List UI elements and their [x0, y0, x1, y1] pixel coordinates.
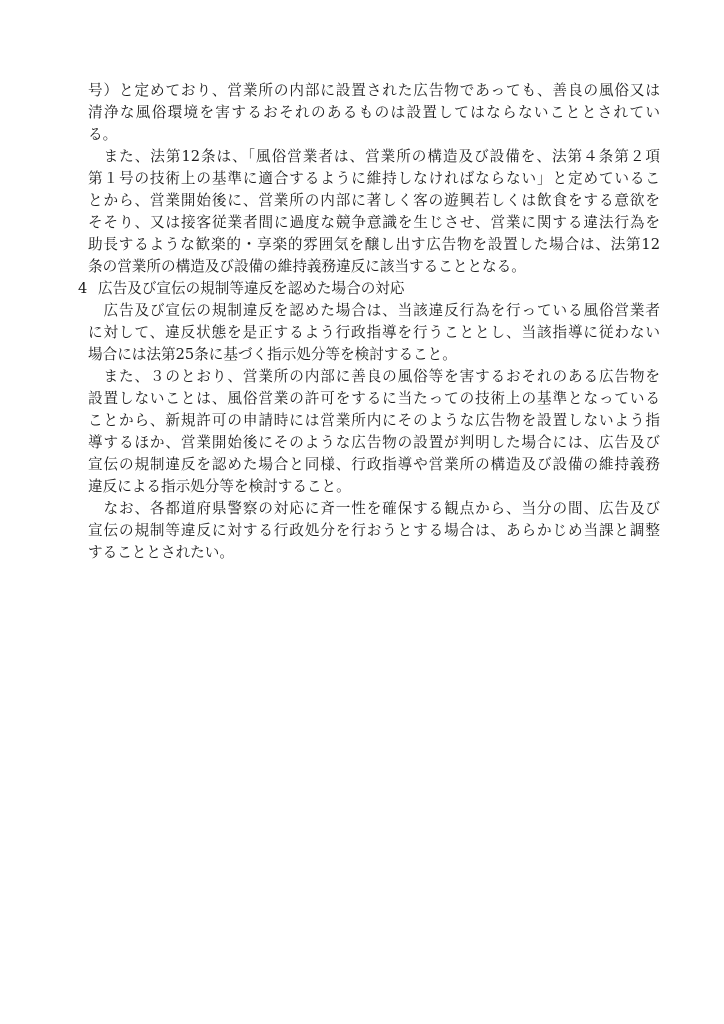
- paragraph-1: [88, 80, 660, 146]
- section-heading-4: [78, 278, 660, 300]
- paragraph-3: [88, 300, 660, 366]
- text-line: 第１号の技術上の基準に適合するように維持しなければならない」と定めているこ: [88, 170, 660, 187]
- text-line: 号）と定めており、営業所の内部に設置された広告物であっても、善良の風俗又は: [88, 82, 660, 99]
- text-line: 広告及び宣伝の規制違反を認めた場合は、当該違反行為を行っている風俗営業者: [88, 302, 660, 319]
- text-line: なお、各都道府県警察の対応に斉一性を確保する観点から、当分の間、広告及び: [88, 500, 660, 517]
- text-line: 設置しないことは、風俗営業の許可をするに当たっての技術上の基準となっている: [88, 390, 660, 407]
- text-line: る。: [88, 126, 118, 143]
- text-line: 導するほか、営業開始後にそのような広告物の設置が判明した場合には、広告及び: [88, 434, 660, 451]
- text-line: 違反による指示処分等を検討すること。: [88, 478, 351, 495]
- text-line: 条の営業所の構造及び設備の維持義務違反に該当することとなる。: [88, 258, 526, 275]
- text-line: また、法第12条は、「風俗営業者は、営業所の構造及び設備を、法第４条第２項: [88, 148, 660, 165]
- text-line: 清浄な風俗環境を害するおそれのあるものは設置してはならないこととされてい: [88, 104, 660, 121]
- text-line: することとされたい。: [88, 544, 234, 561]
- paragraph-4: [88, 366, 660, 498]
- text-line: とから、営業開始後に、営業所の内部に著しく客の遊興若しくは飲食をする意欲を: [88, 192, 660, 209]
- text-line: ことから、新規許可の申請時には営業所内にそのような広告物を設置しないよう指: [88, 412, 660, 429]
- text-line: 宣伝の規制違反を認めた場合と同様、行政指導や営業所の構造及び設備の維持義務: [88, 456, 660, 473]
- text-line: また、３のとおり、営業所の内部に善良の風俗等を害するおそれのある広告物を: [88, 368, 660, 385]
- section-number: 4: [78, 280, 88, 297]
- text-line: に対して、違反状態を是正するよう行政指導を行うこととし、当該指導に従わない: [88, 324, 660, 341]
- paragraph-2: [88, 146, 660, 278]
- section-title: 広告及び宣伝の規制等違反を認めた場合の対応: [98, 280, 405, 297]
- paragraph-5: [88, 498, 660, 564]
- text-line: 宣伝の規制等違反に対する行政処分を行おうとする場合は、あらかじめ当課と調整: [88, 522, 660, 539]
- document-body: [78, 80, 660, 564]
- text-line: 助長するような歓楽的・享楽的雰囲気を醸し出す広告物を設置した場合は、法第12: [88, 236, 660, 253]
- text-line: そそり、又は接客従業者間に過度な競争意識を生じさせ、営業に関する違法行為を: [88, 214, 660, 231]
- text-line: 場合には法第25条に基づく指示処分等を検討すること。: [88, 346, 457, 363]
